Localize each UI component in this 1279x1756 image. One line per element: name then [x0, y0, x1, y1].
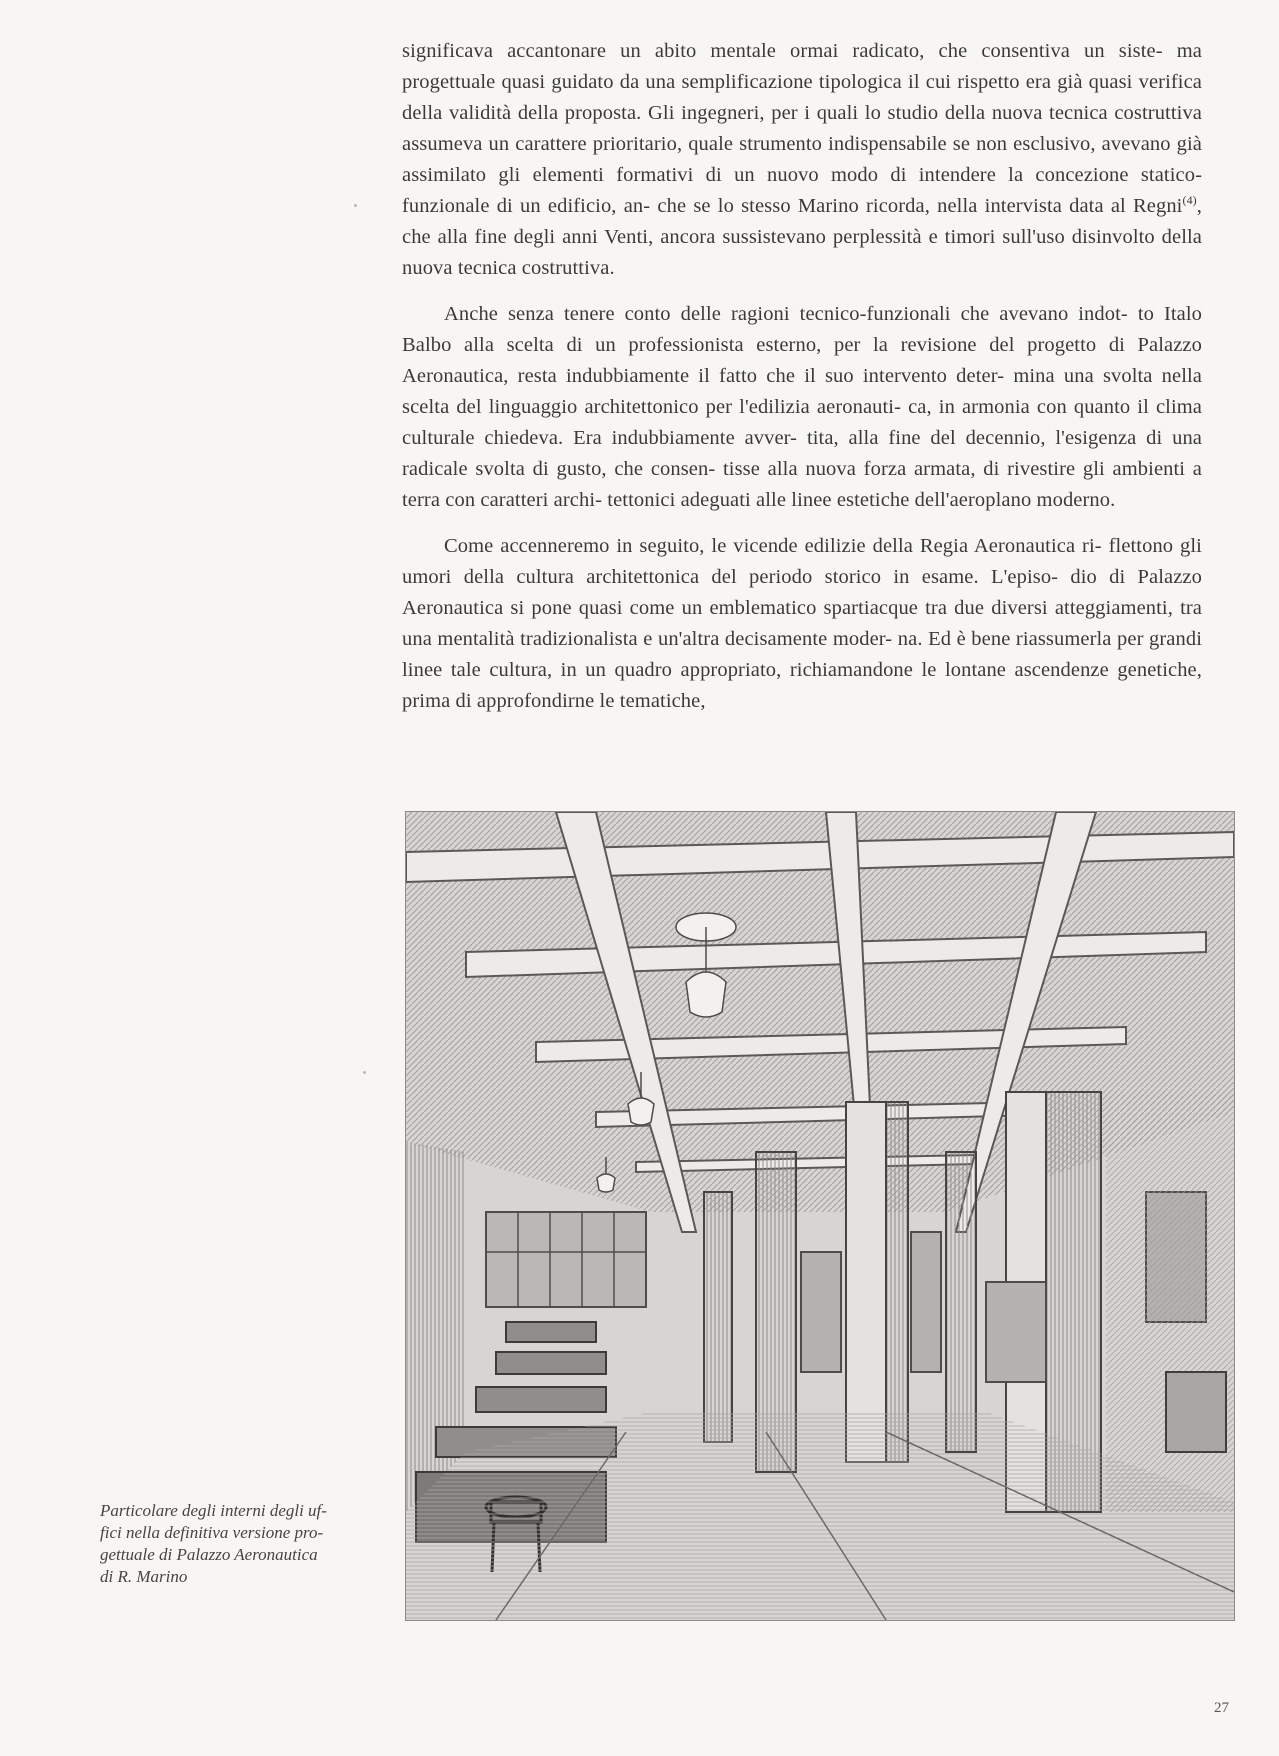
text-line: Come accenneremo in seguito, le vicende edilizie della Regia Aeronautica ri- [444, 535, 1102, 557]
text-line: tecnica costruttiva. [457, 257, 615, 279]
text-line: na. Ed è bene riassumerla per grandi linee tale cultura, in un quadro appropriato, [402, 628, 1203, 681]
text-line: indispensabile se non esclusivo, avevano già assimilato gli elementi formativi di [402, 133, 1202, 186]
text-line: dio di Palazzo Aeronautica si pone quasi come un emblematico spartiacque tra due [402, 566, 1202, 619]
text-line: tita, alla fine del decennio, l'esigenza di una radicale svolta di gusto, che consen- [402, 427, 1203, 480]
text-line: Anche senza tenere conto delle ragioni tecnico-funzionali che avevano indot- [444, 303, 1128, 325]
text-line: , che alla fine degli [402, 195, 1203, 248]
text-line: già quasi verifica della validità della proposta. Gli ingegneri, per i quali lo studio [402, 71, 1202, 124]
text-line: di Palazzo Aeronautica, resta indubbiamente il fatto che il suo intervento deter- [402, 334, 1202, 387]
text-line: tettonici adeguati alle linee estetiche dell'aeroplano moderno. [607, 489, 1116, 511]
caption-line: fici nella definitiva versione pro- [100, 1523, 324, 1542]
caption-line: gettuale di Palazzo Aeronautica [100, 1545, 318, 1564]
text-line: diversi atteggiamenti, tra una mentalità tradizionalista e un'altra decisamente moder- [402, 597, 1202, 650]
perspective-drawing-illustration [406, 812, 1234, 1620]
text-line: mina una svolta nella scelta del linguaggio architettonico per l'edilizia aeronauti- [402, 365, 1203, 418]
text-line: to Italo Balbo alla scelta di un professionista esterno, per la revisione del progetto [402, 303, 1203, 356]
text-line: tisse alla nuova forza armata, di rivestire gli ambienti a terra con caratteri archi- [402, 458, 1202, 511]
caption-line: di R. Marino [100, 1567, 188, 1586]
paragraph-3 [402, 531, 1202, 717]
interior-drawing [405, 811, 1235, 1621]
figure-caption [100, 1500, 378, 1588]
paragraph-2 [402, 299, 1202, 516]
footnote-reference: (4) [1182, 193, 1197, 207]
caption-line: Particolare degli interni degli uf- [100, 1501, 327, 1520]
text-line: della nuova tecnica costruttiva assumeva un carattere prioritario, quale strumento [402, 102, 1202, 155]
text-line: ca, in armonia con quanto il clima culturale chiedeva. Era indubbiamente avver- [402, 396, 1202, 449]
scan-speck [363, 1071, 366, 1074]
text-line: che se lo stesso Marino ricorda, nella intervista data al Regni [657, 195, 1183, 217]
text-line: significava accantonare un abito mentale ormai radicato, che consentiva un siste- [402, 40, 1163, 62]
text-line: flettono gli umori della cultura architettonica del periodo storico in esame. L'episo- [402, 535, 1202, 588]
text-line: anni Venti, ancora sussistevano perplessità e timori sull'uso disinvolto della nuova [402, 226, 1202, 279]
text-line: richiamandone le lontane ascendenze genetiche, prima di approfondirne le tematiche, [402, 659, 1202, 712]
text-line: un nuovo modo di intendere la concezione statico-funzionale di un edificio, an- [402, 164, 1202, 217]
paragraph-1 [402, 36, 1202, 284]
scan-speck [354, 204, 357, 207]
body-text [402, 36, 1202, 732]
page-number: 27 [1214, 1700, 1229, 1716]
text-line: ma progettuale quasi guidato da una semplificazione tipologica il cui rispetto era [402, 40, 1202, 93]
